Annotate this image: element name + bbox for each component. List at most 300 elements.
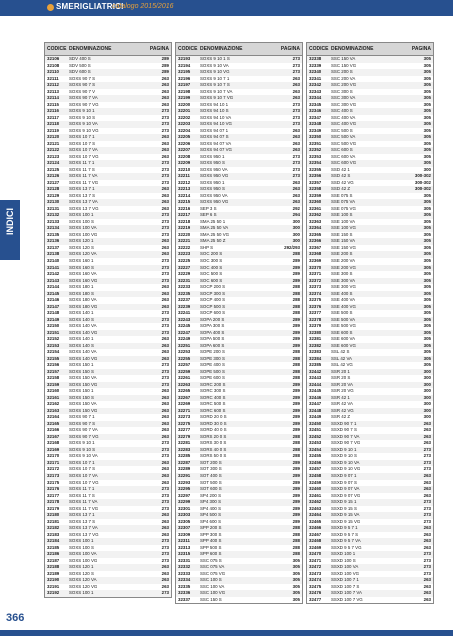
cell-description: SSC 600 S: [331, 147, 353, 153]
cell-page: 288: [292, 433, 300, 439]
cell-page: 300: [423, 388, 431, 394]
cell-code: 32208: [178, 153, 191, 159]
cell-description: SOXS 13 7 VG: [69, 205, 99, 211]
cell-page: 300: [292, 231, 300, 237]
cell-page: 289: [292, 336, 300, 342]
cell-description: SSE 400 VG: [331, 303, 356, 309]
cell-description: SOXS 160 1: [69, 257, 94, 263]
cell-description: SORS 40 0 S: [200, 446, 227, 452]
cell-code: 32227: [178, 264, 191, 270]
cell-page: 273: [161, 368, 169, 374]
cell-description: SOXS 9 10 VG: [200, 69, 230, 75]
cell-code: 32158: [47, 375, 60, 381]
cell-description: SOCP 500 S: [200, 303, 226, 309]
cell-code: 32476: [309, 590, 322, 596]
cell-description: SOXS 11 7 S: [69, 492, 95, 498]
cell-page: 263: [423, 531, 431, 537]
cell-page: 288: [292, 290, 300, 296]
cell-code: 32333: [178, 570, 191, 576]
cell-code: 32361: [309, 205, 322, 211]
cell-description: SOXS 150 VG: [69, 407, 98, 413]
cell-page: 263: [161, 518, 169, 524]
header-code: CODICE: [178, 46, 198, 52]
cell-description: SOT 400 S: [200, 473, 222, 478]
cell-description: SOXS 160 VG: [69, 277, 98, 283]
cell-page: 289: [292, 486, 300, 492]
cell-code: 32120: [47, 134, 60, 140]
cell-code: 32443: [309, 375, 322, 381]
cell-page: 263: [161, 290, 169, 296]
cell-description: SOXS 13 7 S: [69, 192, 96, 198]
cell-description: SHP S: [200, 244, 214, 250]
cell-code: 32136: [47, 238, 60, 244]
cell-page: 263: [161, 473, 169, 478]
cell-page: 263: [161, 284, 169, 290]
cell-description: SOXS 150 VA: [69, 375, 97, 381]
index-column-3: [306, 42, 434, 604]
cell-page: 263: [161, 192, 169, 198]
cell-page: 288: [292, 538, 300, 544]
cell-description: SSC 150 S: [200, 596, 222, 602]
cell-code: 32128: [47, 186, 60, 192]
cell-page: 273: [292, 114, 300, 120]
cell-page: 263: [161, 303, 169, 309]
header-page: PAGINA: [149, 46, 169, 52]
cell-page: 305: [423, 114, 431, 120]
cell-description: SOXS 180 1: [69, 284, 94, 290]
cell-page: 305: [423, 127, 431, 133]
cell-page: 305: [423, 349, 431, 355]
cell-code: 32167: [47, 433, 60, 439]
cell-page: 273: [423, 564, 431, 570]
cell-page: 289: [292, 329, 300, 335]
cell-page: 263: [423, 479, 431, 485]
cell-code: 32127: [47, 179, 60, 185]
cell-code: 32163: [47, 407, 60, 413]
cell-page: 305: [423, 297, 431, 303]
cell-page: 273: [161, 173, 169, 179]
cell-description: SSE 075 VA: [331, 199, 356, 205]
cell-description: SOXS 10 7 VA: [69, 147, 98, 153]
cell-description: SSC 200 VG: [331, 82, 357, 88]
cell-description: SSC 500 S: [331, 127, 353, 133]
cell-description: SSXD 100 1: [331, 551, 356, 557]
cell-code: 32384: [309, 355, 322, 361]
cell-description: SSXD 100 S: [331, 557, 356, 563]
cell-code: 32451: [309, 427, 322, 433]
cell-page: 300-302: [414, 173, 431, 179]
cell-description: SSXD 90 7 1: [331, 420, 357, 426]
cell-code: 32117: [47, 114, 59, 120]
cell-code: 32151: [47, 329, 60, 335]
cell-description: SOPA 300 S: [200, 323, 225, 329]
cell-description: SSR 42 1: [331, 394, 350, 400]
cell-code: 32359: [309, 192, 322, 198]
cell-page: 288: [292, 551, 300, 557]
cell-page: 263: [161, 199, 169, 205]
cell-code: 32195: [178, 69, 191, 75]
cell-page: 273: [423, 570, 431, 576]
cell-description: SSE 500 S: [331, 310, 353, 316]
cell-description: SSC 600 VG: [331, 160, 357, 166]
cell-code: 32364: [309, 225, 322, 231]
catalog-title: catalogo 2015/2016: [112, 3, 174, 10]
cell-page: 288: [292, 355, 300, 361]
cell-page: 300: [292, 238, 300, 244]
cell-code: 32470: [309, 551, 322, 557]
header-code: CODICE: [309, 46, 329, 52]
cell-page: 263: [161, 88, 169, 94]
cell-page: 305: [423, 329, 431, 335]
cell-code: 32123: [47, 153, 60, 159]
cell-description: SSE 600 S: [331, 329, 353, 335]
cell-code: 32449: [309, 414, 322, 420]
cell-code: 32134: [47, 225, 60, 231]
cell-description: SSE 100 VA: [331, 218, 356, 224]
cell-page: 273: [161, 329, 169, 335]
cell-code: 32356: [309, 173, 322, 179]
cell-code: 32216: [178, 205, 191, 211]
cell-description: SOXS 10 7 S: [69, 140, 96, 146]
cell-description: SP4 600 S: [200, 518, 221, 524]
cell-description: SSC 200 S: [331, 69, 353, 75]
cell-page: 289: [292, 479, 300, 485]
cell-description: SOXS 94 10 VG: [200, 121, 232, 127]
cell-code: 32448: [309, 407, 322, 413]
cell-description: SOXS 9 10 1: [69, 108, 95, 114]
cell-page: 305: [423, 69, 431, 75]
brand-name: SMERIGLIATRICI: [56, 2, 124, 11]
cell-description: SMA 25 50 Z: [200, 238, 226, 244]
cell-code: 32311: [178, 538, 190, 544]
cell-description: SSXD 9 15 VG: [331, 518, 361, 524]
cell-description: SSXD 100 VA: [331, 564, 359, 570]
cell-description: SSXD 90 7 S: [331, 427, 357, 433]
cell-description: SSXD 9 5 7 VA: [331, 538, 361, 544]
cell-page: 273: [423, 518, 431, 524]
cell-page: 263: [161, 414, 169, 420]
cell-page: 263: [292, 134, 300, 140]
cell-description: SSC 300 VA: [331, 95, 356, 101]
cell-page: 273: [292, 69, 300, 75]
cell-page: 273: [161, 446, 169, 452]
cell-code: 32303: [178, 512, 191, 518]
cell-description: SORC 500 S: [200, 401, 226, 407]
cell-page: 273: [161, 264, 169, 270]
cell-page: 263: [292, 88, 300, 94]
cell-page: 288: [292, 303, 300, 309]
cell-description: SOXS 90 7 V: [69, 88, 96, 94]
cell-description: SSC 400 VA: [331, 114, 356, 120]
cell-code: 32133: [47, 218, 60, 224]
cell-code: 32153: [47, 342, 60, 348]
cell-code: 32220: [178, 231, 191, 237]
cell-description: SOT 300 S: [200, 466, 222, 472]
cell-page: 288: [292, 531, 300, 537]
cell-code: 32385: [309, 362, 322, 368]
cell-page: 305: [292, 564, 300, 570]
cell-page: 305: [423, 310, 431, 316]
cell-page: 273: [423, 453, 431, 459]
cell-page: 300: [423, 166, 431, 172]
cell-code: 32201: [178, 108, 191, 114]
cell-page: 288: [292, 349, 300, 355]
cell-page: 289: [292, 323, 300, 329]
cell-code: 32287: [178, 459, 191, 465]
cell-code: 32184: [47, 538, 60, 544]
cell-code: 32152: [47, 336, 60, 342]
cell-page: 305: [423, 153, 431, 159]
cell-code: 32307: [178, 525, 191, 531]
cell-code: 32283: [178, 446, 191, 452]
cell-description: SOXS 94 07 S: [200, 134, 229, 140]
cell-description: SOXS 9 10 7 S: [200, 82, 230, 88]
cell-description: SOXS 140 1: [69, 310, 94, 316]
cell-description: SORD 40 0 S: [200, 427, 227, 433]
cell-page: 263: [161, 101, 169, 107]
cell-page: 263: [161, 433, 169, 439]
cell-page: 305: [292, 577, 300, 583]
cell-page: 263: [423, 538, 431, 544]
cell-description: SOXS 13 7 VA: [69, 525, 98, 531]
cell-page: 263: [292, 192, 300, 198]
cell-page: 263: [161, 297, 169, 303]
cell-description: SSC 300 VG: [331, 101, 357, 107]
cell-code: 32191: [47, 583, 60, 589]
cell-code: 32196: [178, 75, 191, 81]
header-code: CODICE: [47, 46, 67, 52]
cell-page: 263: [161, 512, 169, 518]
cell-description: SOXS 90 7 S: [69, 420, 96, 426]
cell-description: SSC 400 VG: [331, 121, 357, 127]
cell-page: 273: [423, 466, 431, 472]
cell-code: 32125: [47, 166, 60, 172]
cell-page: 289: [292, 505, 300, 511]
cell-code: 32180: [47, 512, 60, 518]
cell-page: 305: [423, 108, 431, 114]
cell-code: 32211: [178, 173, 190, 179]
cell-code: 32460: [309, 486, 322, 492]
cell-code: 32454: [309, 446, 322, 452]
cell-description: SOXS 150 VA: [69, 401, 97, 407]
cell-page: 273: [161, 486, 169, 492]
cell-code: 32182: [47, 525, 60, 531]
cell-description: SOXS 13 7 VA: [69, 199, 98, 205]
cell-description: SOXS 100 1: [69, 590, 94, 596]
cell-description: SOXS 120 VG: [69, 583, 98, 589]
cell-description: SOXS 11 7 VG: [69, 179, 99, 185]
cell-page: 288: [292, 284, 300, 290]
cell-page: 263: [161, 251, 169, 257]
cell-page: 263: [161, 342, 169, 348]
cell-description: SOXS 100 1: [69, 212, 94, 218]
cell-page: 288: [292, 368, 300, 374]
cell-code: 32235: [178, 290, 191, 296]
cell-code: 32121: [47, 140, 60, 146]
cell-page: 273: [292, 101, 300, 107]
cell-description: SSXD 90 7 VG: [331, 440, 361, 446]
cell-description: SSE 600 VG: [331, 342, 356, 348]
cell-code: 32144: [47, 284, 60, 290]
cell-code: 32331: [178, 557, 191, 563]
cell-description: SOXS 11 7 S: [69, 166, 95, 172]
cell-code: 32171: [47, 459, 60, 465]
cell-page: 289: [161, 62, 169, 68]
cell-page: 300: [292, 218, 300, 224]
cell-description: SSXD 9 15 S: [331, 505, 357, 511]
cell-code: 32249: [178, 336, 191, 342]
cell-page: 289: [292, 518, 300, 524]
cell-page: 273: [161, 557, 169, 563]
cell-description: SOXS 150 VG: [69, 381, 98, 387]
cell-code: 32337: [178, 596, 191, 602]
cell-code: 32354: [309, 160, 322, 166]
cell-page: 263: [161, 479, 169, 485]
cell-page: 300: [423, 381, 431, 387]
cell-description: SSXD 9 07 S: [331, 479, 357, 485]
cell-page: 263: [292, 179, 300, 185]
cell-description: SOXS 140 VA: [69, 349, 97, 355]
cell-description: SOC 300 S: [200, 257, 223, 263]
cell-description: SOXS 90 7 VG: [69, 433, 99, 439]
cell-page: 263: [161, 570, 169, 576]
cell-code: 32346: [309, 108, 322, 114]
cell-code: 32239: [178, 303, 191, 309]
cell-description: SOXS 10 7 1: [69, 134, 95, 140]
column-header: [44, 42, 172, 56]
cell-page: 305: [423, 244, 431, 250]
cell-page: 288: [292, 362, 300, 368]
cell-description: SSXD 9 5 7 1: [331, 525, 358, 531]
cell-description: SOXS 90 7 VA: [69, 95, 98, 101]
cell-code: 32275: [178, 420, 191, 426]
cell-code: 32334: [178, 577, 191, 583]
cell-description: SSC 100 VA: [200, 583, 225, 589]
cell-code: 32332: [178, 564, 191, 570]
cell-description: SSE 500 VG: [331, 323, 356, 329]
cell-page: 289: [292, 492, 300, 498]
cell-code: 32309: [178, 531, 191, 537]
cell-code: 32215: [178, 199, 191, 205]
cell-page: 263: [161, 531, 169, 537]
cell-page: 289: [292, 420, 300, 426]
cell-page: 305: [423, 225, 431, 231]
cell-description: SSXD 100 7 S: [331, 583, 360, 589]
cell-description: SOXS 11 7 1: [69, 486, 95, 492]
cell-description: SDV 500 S: [69, 62, 91, 68]
cell-code: 32465: [309, 518, 322, 524]
cell-description: SOXS 100 VG: [69, 231, 98, 237]
cell-page: 273: [423, 446, 431, 452]
cell-code: 32453: [309, 440, 322, 446]
cell-description: SSE 300 VA: [331, 277, 356, 283]
cell-page: 273: [161, 551, 169, 557]
cell-code: 32459: [309, 479, 322, 485]
table-body: [175, 56, 303, 604]
cell-code: 32299: [178, 499, 191, 505]
cell-page: 273: [161, 277, 169, 283]
cell-description: SSXD 90 7 VA: [331, 433, 360, 439]
cell-description: SOXS 950 VA: [200, 166, 228, 172]
cell-code: 32113: [47, 88, 59, 94]
cell-code: 32289: [178, 466, 191, 472]
cell-code: 32255: [178, 355, 191, 361]
cell-page: 263: [423, 583, 431, 589]
cell-page: 263: [161, 244, 169, 250]
cell-description: SSR 42 Z: [331, 414, 351, 420]
cell-description: SSXD 9 5 7 VG: [331, 544, 362, 550]
cell-code: 32351: [309, 140, 322, 146]
cell-description: SOXS 94 10 VA: [200, 114, 232, 120]
cell-code: 32129: [47, 192, 60, 198]
cell-code: 32202: [178, 114, 191, 120]
cell-code: 32200: [178, 101, 191, 107]
cell-description: SOXS 140 VA: [69, 323, 97, 329]
cell-description: SOXS 100 S: [69, 218, 94, 224]
cell-page: 273: [161, 590, 169, 596]
cell-description: SORC 600 S: [200, 407, 226, 413]
cell-page: 263: [292, 199, 300, 205]
cell-code: 32473: [309, 570, 322, 576]
cell-description: SOXS 9 10 S: [69, 114, 96, 120]
cell-description: SOXS 160 VA: [69, 271, 97, 277]
cell-description: SSE 300 VG: [331, 284, 356, 290]
cell-page: 289: [292, 277, 300, 283]
cell-page: 273: [161, 505, 169, 511]
cell-description: SOT 600 S: [200, 486, 222, 492]
cell-page: 300: [423, 368, 431, 374]
cell-page: 273: [292, 166, 300, 172]
cell-code: 32192: [47, 590, 60, 596]
cell-description: SOXS 950 1: [200, 179, 225, 185]
cell-page: 300: [423, 407, 431, 413]
cell-description: SOXS 9 10 VG: [69, 127, 99, 133]
cell-page: 305: [423, 88, 431, 94]
cell-code: 32178: [47, 499, 60, 505]
cell-description: SOXS 11 7 VG: [69, 505, 99, 511]
cell-page: 263: [423, 492, 431, 498]
cell-code: 32474: [309, 577, 322, 583]
cell-page: 273: [161, 108, 169, 114]
cell-code: 32245: [178, 323, 191, 329]
cell-code: 32210: [178, 166, 191, 172]
table-body: [44, 56, 172, 598]
cell-page: 305: [423, 212, 431, 218]
cell-description: SOXS 140 VG: [69, 329, 98, 335]
cell-page: 273: [161, 257, 169, 263]
cell-page: 289: [292, 342, 300, 348]
cell-description: SSXD 9 10 VG: [331, 466, 361, 472]
cell-description: SOXS 13 7 1: [69, 512, 95, 518]
cell-page: 263: [161, 147, 169, 153]
cell-code: 32193: [178, 56, 191, 61]
cell-code: 32197: [178, 82, 191, 88]
cell-description: SPP 600 S: [200, 551, 222, 557]
cell-description: SOXS 9 10 7 VG: [200, 95, 234, 101]
cell-description: SSE 200 S: [331, 251, 353, 257]
cell-page: 305: [423, 218, 431, 224]
cell-description: SPP 400 S: [200, 538, 222, 544]
cell-page: 305: [423, 362, 431, 368]
cell-page: 263: [161, 577, 169, 583]
cell-description: SOXS 10 7 VG: [69, 479, 99, 485]
cell-description: SDV 600 S: [69, 69, 91, 75]
cell-page: 288: [292, 446, 300, 452]
cell-page: 273: [161, 225, 169, 231]
cell-page: 273: [292, 62, 300, 68]
cell-code: 32209: [178, 160, 191, 166]
cell-description: SOXS 9 10 7 VA: [200, 88, 233, 94]
